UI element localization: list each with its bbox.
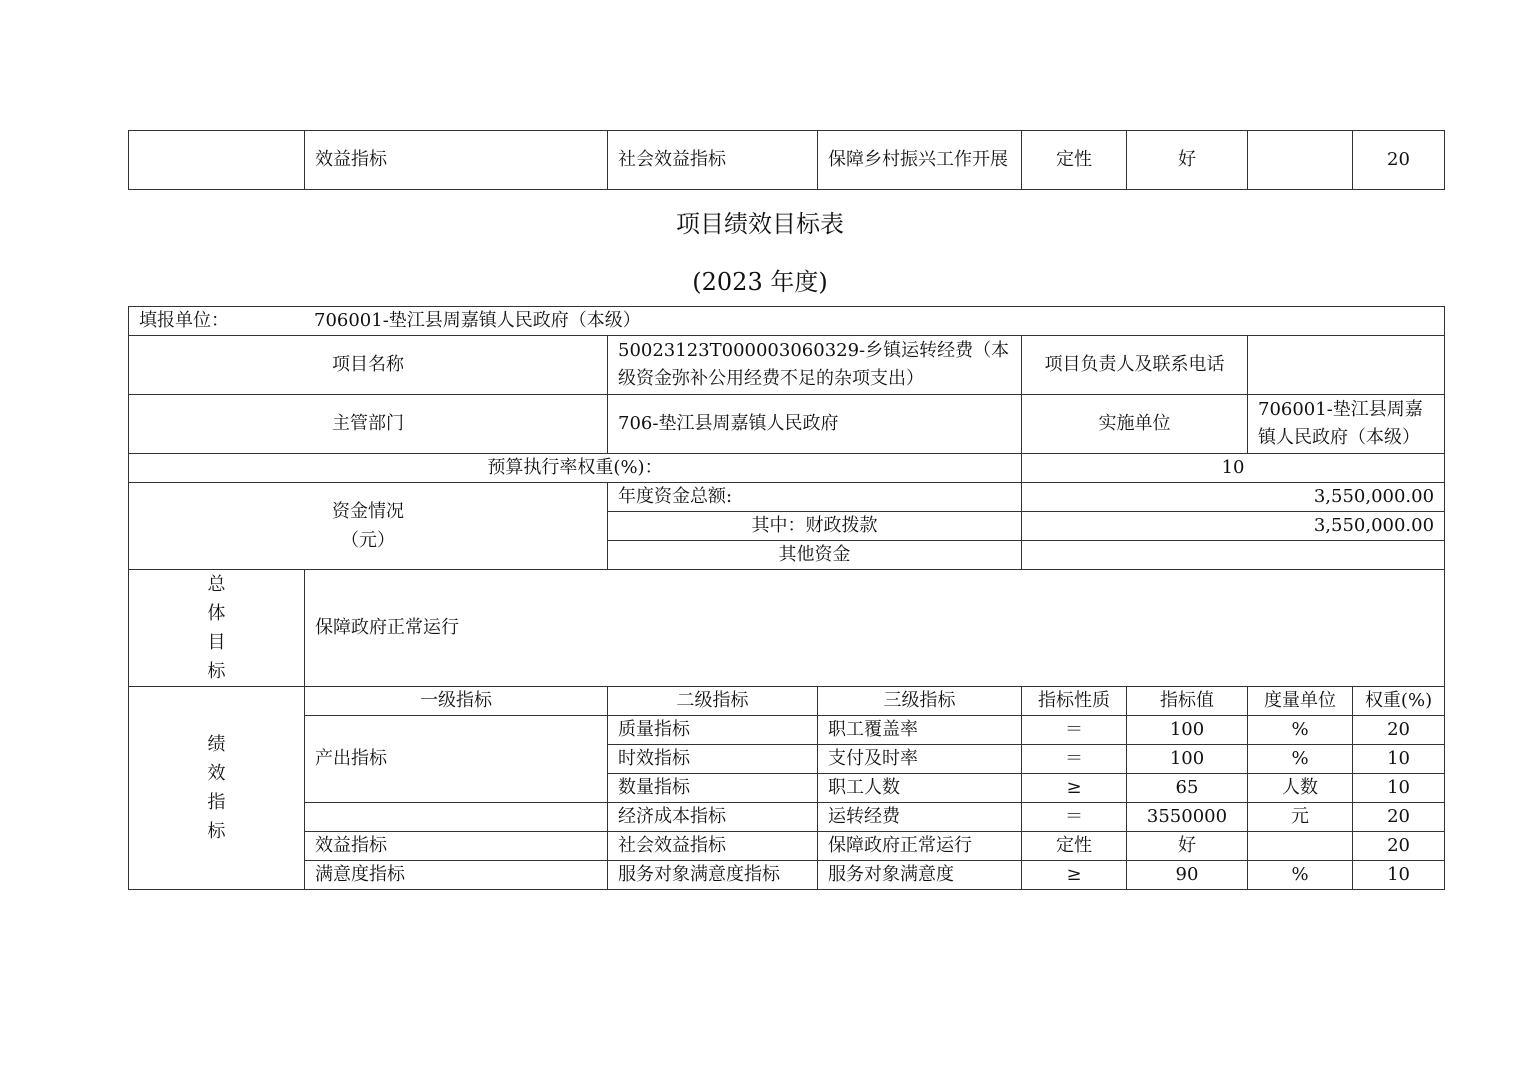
header-level3: 三级指标 — [818, 687, 1022, 716]
funds-total-label: 年度资金总额: — [608, 483, 1022, 512]
contact-label: 项目负责人及联系电话 — [1022, 336, 1248, 395]
filing-unit-label: 填报单位： — [139, 310, 229, 331]
level2-cell: 时效指标 — [608, 745, 818, 774]
budget-rate-row — [129, 454, 1445, 483]
level2-cell: 数量指标 — [608, 774, 818, 803]
overall-goal-row — [129, 570, 1445, 687]
level1-cell: 满意度指标 — [305, 861, 608, 890]
value-cell: 好 — [1127, 832, 1248, 861]
nature-cell: ＝ — [1022, 716, 1127, 745]
level1-cell: 效益指标 — [305, 832, 608, 861]
level3-cell: 职工覆盖率 — [818, 716, 1022, 745]
nature-cell: ＝ — [1022, 745, 1127, 774]
page-title: 项目绩效目标表 — [676, 210, 844, 238]
overall-goal-label — [129, 570, 305, 687]
indicator-header-row — [129, 687, 1445, 716]
header-value: 指标值 — [1127, 687, 1248, 716]
contact-value — [1248, 336, 1445, 395]
level3-cell: 保障乡村振兴工作开展 — [818, 131, 1022, 190]
funds-fiscal-label: 其中：财政拨款 — [608, 512, 1022, 541]
output-indicator-label: 产出指标 — [305, 716, 608, 803]
nature-cell: 定性 — [1022, 832, 1127, 861]
project-name-row — [129, 336, 1445, 395]
indicator-char: 指 — [207, 792, 226, 813]
overall-goal-value: 保障政府正常运行 — [305, 570, 1445, 687]
value-cell: 90 — [1127, 861, 1248, 890]
value-cell: 65 — [1127, 774, 1248, 803]
weight-cell: 20 — [1353, 131, 1445, 190]
nature-cell: ≥ — [1022, 774, 1127, 803]
funds-label — [129, 483, 608, 570]
department-value: 706-垫江县周嘉镇人民政府 — [608, 395, 1022, 454]
performance-target-table — [128, 306, 1445, 890]
level3-cell: 运转经费 — [818, 803, 1022, 832]
funds-total-row — [129, 483, 1445, 512]
header-level2: 二级指标 — [608, 687, 818, 716]
unit-cell: % — [1248, 716, 1353, 745]
level3-cell: 保障政府正常运行 — [818, 832, 1022, 861]
indicator-char: 标 — [207, 821, 226, 842]
nature-cell: ＝ — [1022, 803, 1127, 832]
table-row — [129, 803, 1445, 832]
level1-cell — [305, 803, 608, 832]
header-unit: 度量单位 — [1248, 687, 1353, 716]
indicators-label — [129, 687, 305, 890]
funds-label-line2: （元） — [341, 530, 395, 551]
project-name-label: 项目名称 — [129, 336, 608, 395]
indicator-char: 效 — [207, 763, 226, 784]
level1-cell: 效益指标 — [305, 131, 608, 190]
table-row — [129, 861, 1445, 890]
value-cell: 100 — [1127, 716, 1248, 745]
project-name-value: 50023123T000003060329-乡镇运转经费（本级资金弥补公用经费不足的杂项支出） — [608, 336, 1022, 395]
budget-rate-label: 预算执行率权重(%)： — [129, 454, 1022, 483]
weight-cell: 20 — [1353, 716, 1445, 745]
goal-char: 总 — [207, 574, 226, 595]
filing-unit-value: 706001-垫江县周嘉镇人民政府（本级） — [314, 310, 641, 331]
level2-cell: 社会效益指标 — [608, 131, 818, 190]
unit-cell: 元 — [1248, 803, 1353, 832]
unit-cell — [1248, 131, 1353, 190]
table-row — [129, 131, 1445, 190]
department-row — [129, 395, 1445, 454]
table-row — [129, 716, 1445, 745]
level3-cell: 职工人数 — [818, 774, 1022, 803]
goal-char: 目 — [207, 632, 226, 653]
level3-cell: 支付及时率 — [818, 745, 1022, 774]
level2-cell: 社会效益指标 — [608, 832, 818, 861]
unit-cell: 人数 — [1248, 774, 1353, 803]
nature-cell: ≥ — [1022, 861, 1127, 890]
weight-cell: 20 — [1353, 832, 1445, 861]
weight-cell: 10 — [1353, 861, 1445, 890]
level3-cell: 服务对象满意度 — [818, 861, 1022, 890]
weight-cell: 10 — [1353, 774, 1445, 803]
header-nature: 指标性质 — [1022, 687, 1127, 716]
value-cell: 3550000 — [1127, 803, 1248, 832]
level2-cell: 质量指标 — [608, 716, 818, 745]
empty-cell — [129, 131, 305, 190]
filing-unit-cell — [129, 307, 1445, 336]
weight-cell: 10 — [1353, 745, 1445, 774]
funds-other-label: 其他资金 — [608, 541, 1022, 570]
nature-cell: 定性 — [1022, 131, 1127, 190]
weight-cell: 20 — [1353, 803, 1445, 832]
unit-cell — [1248, 832, 1353, 861]
header-weight: 权重(%) — [1353, 687, 1445, 716]
implementing-unit-value: 706001-垫江县周嘉镇人民政府（本级） — [1248, 395, 1445, 454]
funds-other-value — [1022, 541, 1445, 570]
department-label: 主管部门 — [129, 395, 608, 454]
implementing-unit-label: 实施单位 — [1022, 395, 1248, 454]
goal-char: 标 — [207, 661, 226, 682]
level2-cell: 经济成本指标 — [608, 803, 818, 832]
filing-unit-row — [129, 307, 1445, 336]
continuation-table — [128, 130, 1445, 190]
unit-cell: % — [1248, 861, 1353, 890]
value-cell: 100 — [1127, 745, 1248, 774]
funds-total-value: 3,550,000.00 — [1022, 483, 1445, 512]
header-level1: 一级指标 — [305, 687, 608, 716]
unit-cell: % — [1248, 745, 1353, 774]
table-row — [129, 832, 1445, 861]
funds-fiscal-value: 3,550,000.00 — [1022, 512, 1445, 541]
page-year: (2023 年度) — [692, 268, 828, 296]
funds-label-line1: 资金情况 — [332, 501, 404, 522]
goal-char: 体 — [207, 603, 226, 624]
level2-cell: 服务对象满意度指标 — [608, 861, 818, 890]
budget-rate-value: 10 — [1022, 454, 1445, 483]
indicator-char: 绩 — [207, 734, 226, 755]
value-cell: 好 — [1127, 131, 1248, 190]
